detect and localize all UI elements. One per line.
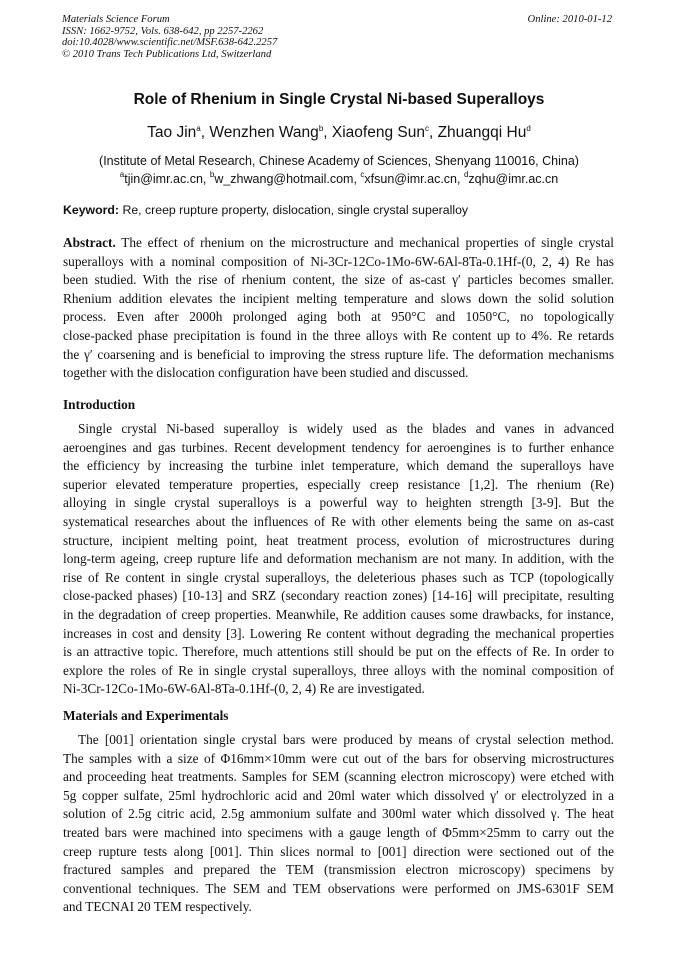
text-line: [63, 271, 614, 290]
affiliation-block: [0, 152, 678, 188]
line-text: solution of 2.5g citric acid, 2.5g ammonium sulfate and 300ml water which dissolved γ. The heat: [63, 806, 614, 822]
line-text: The effect of rhenium on the microstructure and mechanical properties of single crystal: [115, 235, 614, 250]
email-mark: b: [209, 170, 215, 179]
journal-name: Materials Science Forum: [62, 14, 170, 25]
line-text: is an attractive topic. Therefore, much attentions still should be put on the effects of Re. In order to: [63, 644, 614, 660]
text-line: [63, 625, 614, 644]
email-mark: c: [360, 170, 365, 179]
text-line: [63, 731, 614, 750]
text-line: [63, 662, 614, 681]
keywords: [63, 203, 468, 217]
author-email: zqhu@imr.ac.cn: [468, 172, 559, 186]
email-mark: a: [119, 170, 125, 179]
line-text: and TECNAI 20 TEM respectively.: [63, 899, 252, 915]
line-text: systematical researches about the influences of Re with other elements being the same on as-cast: [63, 513, 614, 529]
text-line: [63, 494, 614, 513]
text-line: [63, 234, 614, 253]
author-affiliation-mark: d: [526, 124, 531, 133]
introduction-body: [63, 420, 614, 699]
text-line: [63, 420, 614, 439]
text-line: [63, 787, 614, 806]
text-line: [63, 898, 614, 917]
author-name: Xiaofeng Sun: [331, 124, 425, 141]
text-line: [63, 643, 614, 662]
line-text: been studied. With the rise of rhenium content, the size of as-cast γ′ particles becomes smaller.: [63, 272, 614, 288]
abstract: [63, 234, 614, 383]
email-list: $^a$tjin@imr.ac.cn, $^b$w_zhwang@hotmail.com, $^c$xfsun@imr.ac.cn, $^d$zqhu@imr.ac.cn: [119, 170, 559, 186]
line-text: Ni-3Cr-12Co-1Mo-6W-6Al-8Ta-0.1Hf-(0, 2, 4) Re are investigated.: [63, 681, 425, 697]
text-line: [63, 327, 614, 346]
affiliation: (Institute of Metal Research, Chinese Academy of Sciences, Shenyang 110016, China): [99, 154, 579, 168]
line-text: creep rupture tests along [001]. Thin slices normal to [001] direction were sectioned out of the: [63, 843, 614, 859]
line-text: and proceeding heat treatments. Samples for SEM (scanning electron microscopy) were etched with: [63, 769, 614, 785]
copyright: © 2010 Trans Tech Publications Ltd, Switzerland: [62, 48, 272, 60]
issn: ISSN: 1662-9752, Vols. 638-642, pp 2257-2262: [62, 25, 264, 37]
online-date: Online: 2010-01-12: [527, 14, 612, 25]
line-text: Single crystal Ni-based superalloy is widely used as the blades and vanes in advanced: [78, 421, 614, 436]
line-text: The [001] orientation single crystal bars were produced by means of crystal selection method.: [78, 732, 614, 747]
line-text: close-packed phase precipitation is found in the three alloys with Re content up to 4%. Re retards: [63, 327, 614, 343]
author-affiliation-mark: a: [196, 124, 201, 133]
line-text: 5g copper sulfate, 25ml hydrochloric acid and 20ml water which dissolved γ′ or electrolyzed in a: [63, 787, 614, 803]
text-line: [63, 805, 614, 824]
text-line: [63, 290, 614, 309]
text-line: [63, 861, 614, 880]
line-text: increases in cost and density [3]. Lowering Re content without degrading the mechanical properties: [63, 625, 614, 641]
line-text: long-term ageing, creep rupture life and deformation mechanism are not many. In addition, with the: [63, 551, 614, 567]
author-name: Zhuangqi Hu: [437, 124, 527, 141]
abstract-label: Abstract.: [63, 235, 116, 250]
keyword-text: Re, creep rupture property, dislocation, single crystal superalloy: [122, 203, 469, 217]
materials-body: [63, 731, 614, 917]
text-line: [63, 750, 614, 769]
line-text: alloying in single crystal superalloys is a powerful way to heighten strength [3-9]. But the: [63, 495, 614, 511]
text-line: [63, 513, 614, 532]
author-affiliation-mark: b: [318, 124, 324, 133]
text-line: [63, 476, 614, 495]
publication-header: [62, 14, 277, 60]
line-text: together with the dislocation configuration have been studied and discussed.: [63, 365, 469, 381]
text-line: [63, 680, 614, 699]
line-text: superalloys with a nominal composition of Ni-3Cr-12Co-1Mo-6W-6Al-8Ta-0.1Hf-(0, 2, 4) Re has: [63, 253, 614, 269]
line-text: close-packed phases) [10-13] and SRZ (secondary reaction zones) [14-16] will precipitate, resulting: [63, 588, 614, 604]
introduction-heading: Introduction: [63, 397, 136, 412]
author-email: tjin@imr.ac.cn: [124, 172, 203, 186]
line-text: rise of Re content in single crystal superalloys, the deleterious phases such as TCP (topologically: [63, 569, 614, 585]
text-line: [63, 457, 614, 476]
line-text: aeroengines and gas turbines. Recent development tendency for aeroengines is to further enhance: [63, 439, 614, 455]
author-list: Tao Jin$^a$, Wenzhen Wang$^b$, Xiaofeng Sun$^c$, Zhuangqi Hu$^d$: [147, 124, 531, 141]
materials-heading: Materials and Experimentals: [63, 708, 229, 723]
author-affiliation-mark: c: [424, 124, 429, 133]
line-text: fractured samples and prepared the TEM (transmission electron microscopy) specimens by: [63, 862, 614, 878]
line-text: superior elevated temperature properties, especially creep resistance [1,2]. The rhenium (Re): [63, 476, 614, 492]
text-line: [63, 439, 614, 458]
paper-title: Role of Rhenium in Single Crystal Ni-based Superalloys: [133, 91, 545, 108]
line-text: the efficiency by increasing the turbine inlet temperature, which demand the superalloys have: [63, 458, 614, 474]
keyword-label: Keyword:: [63, 203, 120, 217]
text-line: [63, 606, 614, 625]
text-line: [63, 824, 614, 843]
line-text: the γ′ coarsening and is beneficial to improving the stress rupture life. The deformation mechanisms: [63, 346, 614, 362]
line-text: structure, incipient melting point, heat treatment process, evolution of microstructures during: [63, 532, 614, 548]
text-line: [63, 587, 614, 606]
author-email: w_zhwang@hotmail.com: [214, 172, 354, 186]
text-line: [63, 346, 614, 365]
text-line: [63, 880, 614, 899]
author-name: Tao Jin: [147, 124, 197, 141]
text-line: [63, 308, 614, 327]
line-text: treated bars were machined into specimens with a gauge length of Φ5mm×25mm to carry out the: [63, 824, 614, 840]
line-text: explore the roles of Re in single crystal superalloys, three alloys with the nominal composition of: [63, 662, 614, 678]
author-name: Wenzhen Wang: [209, 124, 319, 141]
text-line: [63, 569, 614, 588]
line-text: The samples with a size of Φ16mm×10mm were cut out of the bars for observing microstructures: [63, 750, 614, 766]
line-text: in the degradation of creep properties. Meanwhile, Re addition causes some drawbacks, for instance,: [63, 606, 614, 622]
text-line: [63, 253, 614, 272]
text-line: [63, 843, 614, 862]
text-line: [63, 532, 614, 551]
line-text: process. Even after 2000h prolonged aging both at 950°C and 1050°C, no topologically: [63, 309, 614, 325]
doi: doi:10.4028/www.scientific.net/MSF.638-642.2257: [62, 37, 278, 48]
line-text: conventional techniques. The SEM and TEM observations were performed on JMS-6301F SEM: [63, 880, 614, 896]
text-line: [63, 550, 614, 569]
text-line: [63, 364, 614, 383]
email-mark: d: [463, 170, 469, 179]
line-text: Rhenium addition elevates the incipient melting temperature and slows down the solid solution: [63, 290, 614, 306]
author-email: xfsun@imr.ac.cn: [364, 172, 457, 186]
text-line: [63, 768, 614, 787]
